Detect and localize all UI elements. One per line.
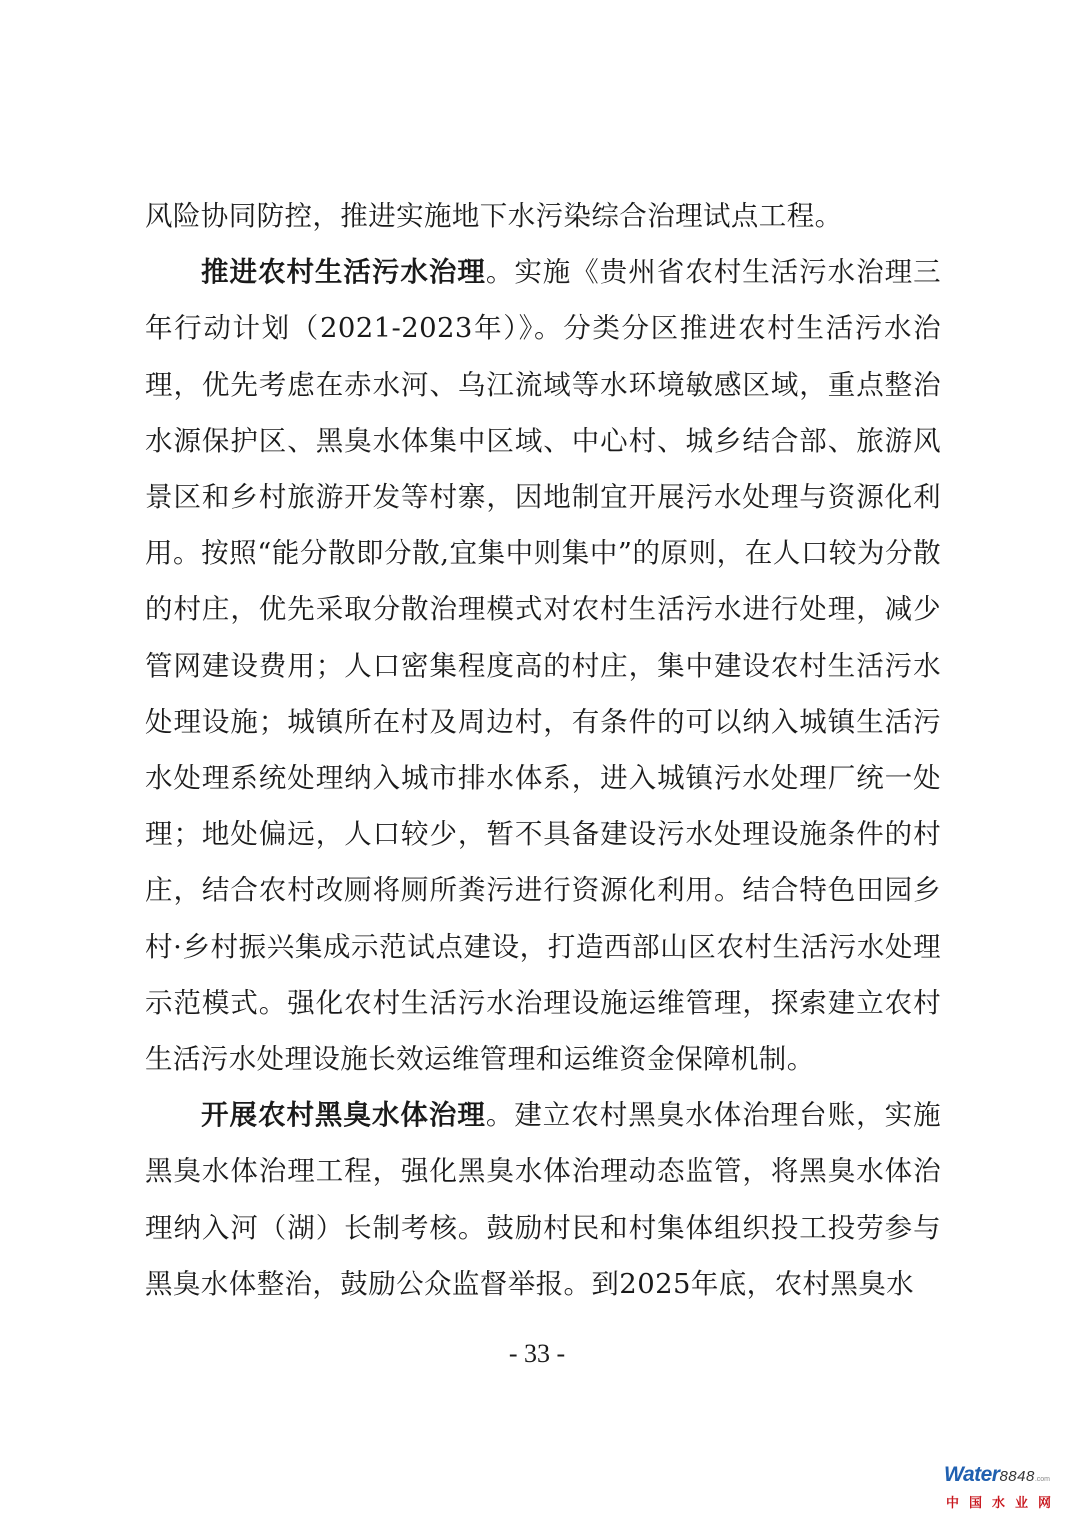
logo-number: 8848: [999, 1468, 1035, 1485]
body-text: [145, 188, 941, 1312]
paragraph-2-heading: 推进农村生活污水治理: [201, 256, 486, 289]
paragraph-2-text: 。实施《贵州省农村生活污水治理三年行动计划（2021-2023年）》。分类分区推进农村生活污水治理，优先考虑在赤水河、乌江流域等水环境敏感区域，重点整治水源保护区、黑臭水体集中区域、中心村、城乡结合部、旅游风景区和乡村旅游开发等村寨，因地制宜开展污水处理与资源化利用。按照“能分散即分散,宜集中则集中”的原则，在人口较为分散的村庄，优先采取分散治理模式对农村生活污水进行处理，减少管网建设费用；人口密集程度高的村庄，集中建设农村生活污水处理设施；城镇所在村及周边村，有条件的可以纳入城镇生活污水处理系统处理纳入城市排水体系，进入城镇污水处理厂统一处理；地处偏远，人口较少，暂不具备建设污水处理设施条件的村庄，结合农村改厕将厕所粪污进行资源化利用。结合特色田园乡村·乡村振兴集成示范试点建设，打造西部山区农村生活污水处理示范模式。强化农村生活污水治理设施运维管理，探索建立农村生活污水处理设施长效运维管理和运维资金保障机制。: [145, 256, 941, 1076]
logo-com: .com: [1034, 1476, 1051, 1483]
paragraph-3: [145, 1087, 941, 1312]
paragraph-1: [145, 188, 941, 244]
watermark-logo: [944, 1463, 1064, 1515]
paragraph-3-heading: 开展农村黑臭水体治理: [201, 1099, 486, 1132]
logo-chinese: 中国水业网: [946, 1496, 1062, 1511]
paragraph-1-text: 风险协同防控，推进实施地下水污染综合治理试点工程。: [145, 200, 843, 232]
page-number: - 33 -: [508, 1339, 566, 1368]
logo-water: Water: [944, 1463, 1000, 1486]
paragraph-3-text: 。建立农村黑臭水体治理台账，实施黑臭水体治理工程，强化黑臭水体治理动态监管，将黑臭水体治理纳入河（湖）长制考核。鼓励村民和村集体组织投工投劳参与黑臭水体整治，鼓励公众监督举报。到2025年底，农村黑臭水: [145, 1099, 941, 1300]
logo-wordmark: [944, 1463, 1050, 1487]
paragraph-2: [145, 244, 941, 1087]
